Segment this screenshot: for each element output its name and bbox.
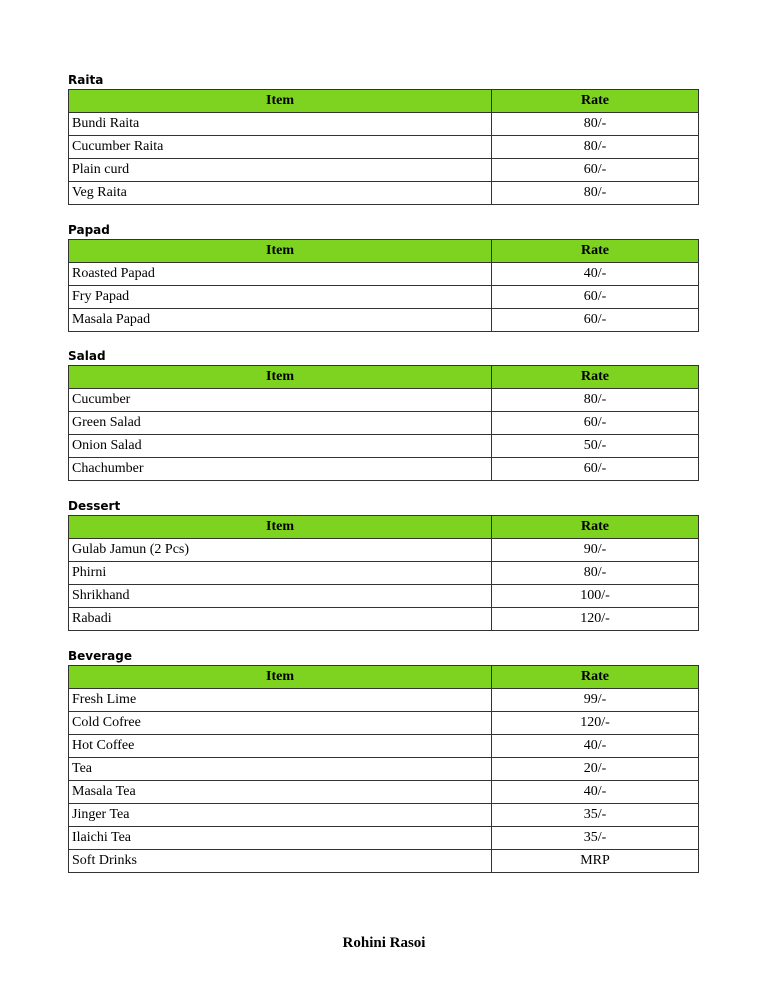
menu-section-dessert [68,498,698,631]
item-rate: MRP [492,850,699,873]
table-header-row [69,516,699,539]
section-title: Salad [68,349,106,363]
item-name: Masala Tea [69,781,492,804]
rate-column-header: Rate [492,516,699,539]
table-row [69,689,699,712]
item-rate: 40/- [492,781,699,804]
item-rate: 100/- [492,585,699,608]
item-name: Cucumber Raita [69,136,492,159]
item-name: Roasted Papad [69,263,492,286]
table-row [69,608,699,631]
menu-section-beverage [68,648,698,873]
table-row [69,389,699,412]
item-rate: 35/- [492,827,699,850]
item-name: Plain curd [69,159,492,182]
item-rate: 60/- [492,412,699,435]
restaurant-name: Rohini Rasoi [342,935,426,951]
item-name: Chachumber [69,458,492,481]
item-rate: 60/- [492,286,699,309]
table-row [69,113,699,136]
item-column-header: Item [69,516,492,539]
item-name: Fry Papad [69,286,492,309]
table-header-row [69,666,699,689]
item-rate: 40/- [492,263,699,286]
item-rate: 20/- [492,758,699,781]
table-row [69,758,699,781]
item-name: Ilaichi Tea [69,827,492,850]
item-rate: 90/- [492,539,699,562]
item-rate: 60/- [492,309,699,332]
table-row [69,309,699,332]
menu-section-raita [68,72,698,205]
table-row [69,585,699,608]
item-rate: 80/- [492,113,699,136]
menu-table [68,665,699,873]
item-column-header: Item [69,366,492,389]
item-name: Jinger Tea [69,804,492,827]
table-row [69,159,699,182]
item-rate: 50/- [492,435,699,458]
rate-column-header: Rate [492,240,699,263]
table-row [69,781,699,804]
section-title: Beverage [68,649,132,663]
item-name: Masala Papad [69,309,492,332]
rate-column-header: Rate [492,366,699,389]
menu-table [68,239,699,332]
item-rate: 80/- [492,136,699,159]
item-column-header: Item [69,90,492,113]
item-name: Phirni [69,562,492,585]
item-rate: 80/- [492,389,699,412]
table-header-row [69,240,699,263]
table-header-row [69,366,699,389]
table-row [69,712,699,735]
table-row [69,850,699,873]
table-row [69,412,699,435]
item-name: Soft Drinks [69,850,492,873]
table-row [69,136,699,159]
item-column-header: Item [69,666,492,689]
item-name: Gulab Jamun (2 Pcs) [69,539,492,562]
item-name: Tea [69,758,492,781]
table-header-row [69,90,699,113]
item-name: Green Salad [69,412,492,435]
section-title: Dessert [68,499,121,513]
item-name: Fresh Lime [69,689,492,712]
table-row [69,435,699,458]
table-row [69,562,699,585]
item-rate: 80/- [492,562,699,585]
menu-table [68,515,699,631]
item-rate: 120/- [492,712,699,735]
table-row [69,182,699,205]
item-name: Onion Salad [69,435,492,458]
table-row [69,263,699,286]
item-column-header: Item [69,240,492,263]
item-name: Cold Cofree [69,712,492,735]
table-row [69,804,699,827]
item-name: Shrikhand [69,585,492,608]
table-row [69,735,699,758]
item-rate: 120/- [492,608,699,631]
table-row [69,539,699,562]
table-row [69,286,699,309]
menu-section-papad [68,222,698,332]
menu-table [68,365,699,481]
table-row [69,827,699,850]
section-title: Papad [68,223,110,237]
item-rate: 80/- [492,182,699,205]
item-rate: 35/- [492,804,699,827]
rate-column-header: Rate [492,90,699,113]
table-row [69,458,699,481]
item-name: Rabadi [69,608,492,631]
menu-table [68,89,699,205]
item-rate: 60/- [492,159,699,182]
item-rate: 60/- [492,458,699,481]
item-rate: 40/- [492,735,699,758]
section-title: Raita [68,73,104,87]
rate-column-header: Rate [492,666,699,689]
item-name: Veg Raita [69,182,492,205]
item-name: Bundi Raita [69,113,492,136]
item-rate: 99/- [492,689,699,712]
menu-section-salad [68,348,698,481]
item-name: Cucumber [69,389,492,412]
item-name: Hot Coffee [69,735,492,758]
